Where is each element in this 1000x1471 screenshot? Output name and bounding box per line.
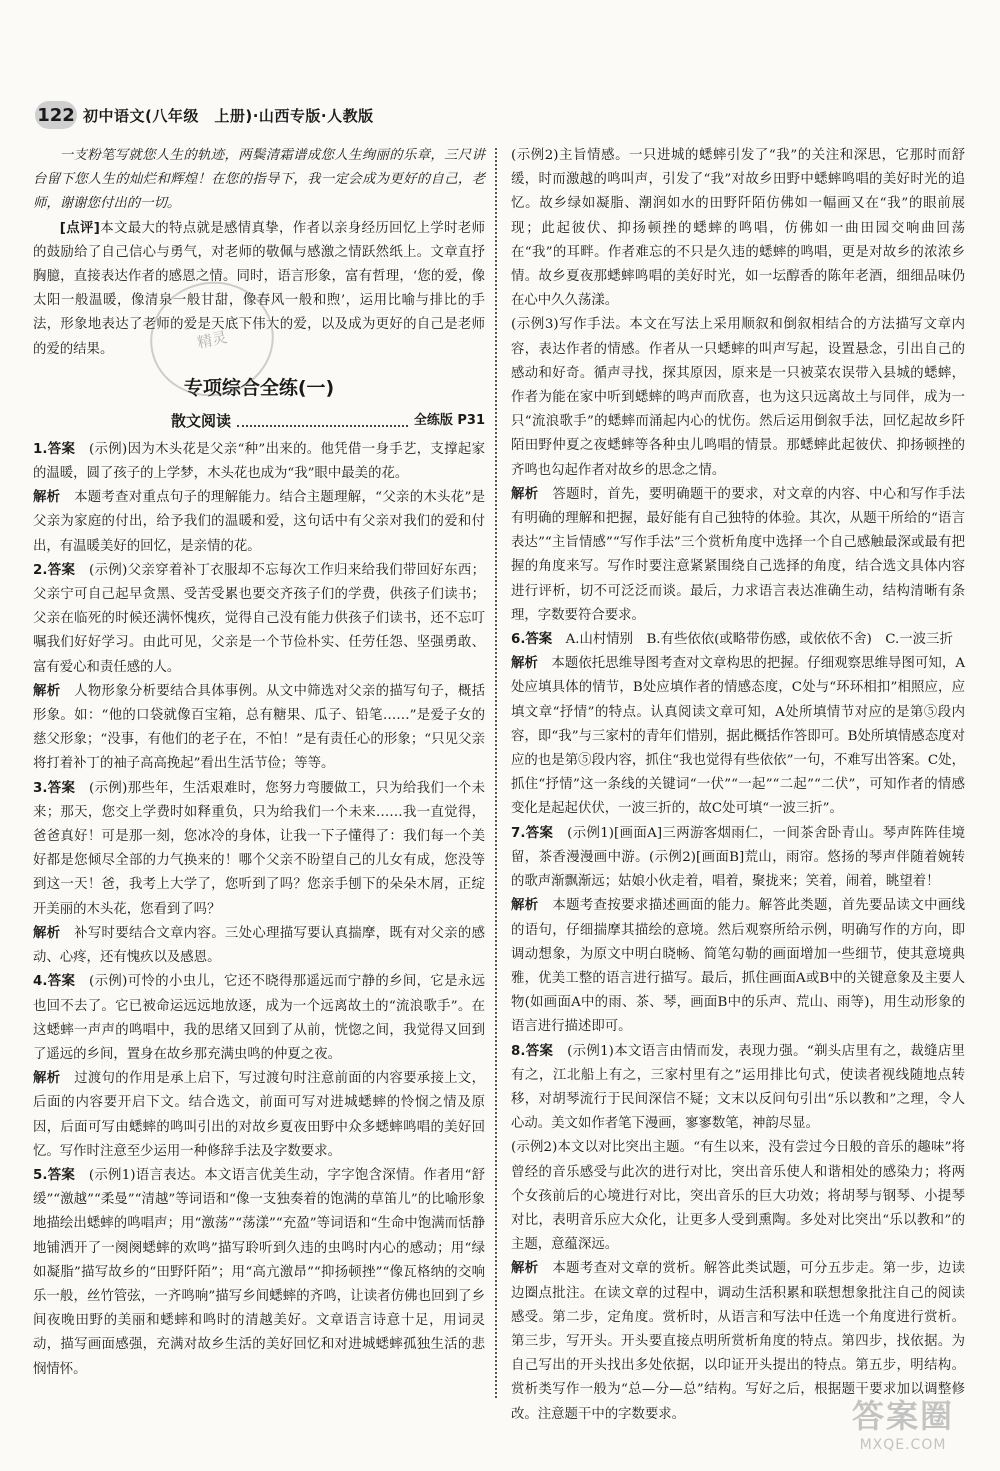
answer-label: 答案 — [47, 562, 76, 578]
analysis-text: 答题时，首先，要明确题干的要求，对文章的内容、中心和写作手法有明确的理解和把握，最好能有自己独特的体验。其次，从题干所给的“语言表达”“主旨情感”“写作手法”三个赏析角度中选择一个自己感触最深或最有把握的角度来写。写作时要注意紧紧围绕自己选择的角度，结合选文具体内容进行评析，切不可泛泛而谈。最后，力求语言表达准确生动，结构清晰有条理，字数要符合要求。 — [511, 486, 966, 623]
dotted-leader — [237, 415, 408, 427]
answer-text: (示例1)本文语言由情而发，表现力强。“剃头店里有之，裁缝店里有之，江北船上有之，三家村里有之”运用排比句式，使读者视线随地点转移，对胡琴流行于民间深信不疑；文末以反问句引出“乐以教和”之理，令人心动。美文如作者笔下漫画，寥寥数笔，神韵尽显。 — [511, 1043, 966, 1132]
watermark-logo-text: 答案圈 — [851, 1397, 954, 1435]
page-reference: 全练版 P31 — [413, 412, 485, 428]
site-watermark — [828, 1387, 978, 1457]
continued-paragraph: (示例3)写作手法。本文在写法上采用顺叙和倒叙相结合的方法描写文章内容，表达作者的情感。作者从一只蟋蟀的叫声写起，设置悬念，引出自己的感动和好奇。循声寻找，探其原因，原来是一只被菜农误带入县城的蟋蟀，作者为能在家中听到蟋蟀的鸣声而欣喜，也为这只远离故土与同伴，成为一只“流浪歌手”的蟋蟀而涌起内心的忧伤。然后运用倒叙手法，回忆起故乡阡陌田野仲夏之夜蟋蟀等各种虫儿鸣唱的情景。那蟋蟀此起彼伏、抑扬顿挫的齐鸣也勾起作者对故乡的思念之情。 — [511, 317, 965, 478]
list-item — [33, 922, 485, 970]
analysis-label: 解析 — [511, 486, 539, 502]
book-title: 初中语文(八年级 上册)·山西专版·人教版 — [83, 106, 374, 125]
list-item — [511, 894, 965, 1039]
answer-text: (示例)因为木头花是父亲“种”出来的。他凭借一身手艺，支撑起家的温暖，圆了孩子的上学梦，木头花也成为“我”眼中最美的花。 — [33, 441, 486, 482]
subtitle: 散文阅读 — [171, 411, 232, 430]
analysis-text: 过渡句的作用是承上启下，写过渡句时注意前面的内容要承接上文，后面的内容要开启下文。结合选文，前面可写对进城蟋蟀的怜悯之情及原因，后面可写由蟋蟀的鸣叫引出的对故乡夏夜田野中众多蟋蟀鸣唱的美好回忆。写作时注意至少运用一种修辞手法及字数要求。 — [33, 1071, 486, 1159]
analysis-text: 人物形象分析要结合具体事例。从文中筛选对父亲的描写句子，概括形象。如：“他的口袋就像百宝箱，总有糖果、瓜子、铅笔……”是爱子女的慈父形象；“没事，有他们的老子在，不怕！”是有责任心的形象；“只见父亲将打着补丁的袖子高高挽起”看出生活节俭；等等。 — [33, 683, 486, 772]
answer-label: 答案 — [47, 974, 76, 990]
analysis-label: 解析 — [511, 898, 539, 914]
analysis-text: 本题依托思维导图考查对文章构思的把握。仔细观察思维导图可知，A处应填具体的情节，B处应填作者的情感态度，C处与“环环相扣”相照应，应填文章“抒情”的特点。认真阅读文章可知，A处所填情节对应的是第⑤段内容，即“我”与三家村的青年们惜别，据此概括作答即可。B处所填情感态度对应的也是第⑤段内容，抓住“我也觉得有些依依”一句，不难写出答案。C处，抓住“抒情”这一条线的关键词“一伏”“一起”“二起”“二伏”，可知作者的情感变化是起起伏伏，一波三折的，故C处可填“一波三折”。 — [511, 656, 966, 817]
list-item — [33, 680, 485, 777]
intro-paragraph: 一支粉笔写就您人生的轨迹，两鬓清霜谱成您人生绚丽的乐章，三尺讲台留下您人生的灿烂和辉煌！在您的指导下，我一定会成为更好的自己，老师，谢谢您付出的一切。 — [33, 148, 485, 212]
list-item — [511, 483, 965, 628]
list-item — [33, 486, 485, 559]
list-item: 6.答案 A.山村情别 B.有些依依(或略带伤感，或依依不舍) C.一波三折 — [511, 632, 953, 648]
answer-label: 答案 — [47, 441, 76, 457]
list-item: 1.答案 (示例)因为木头花是父亲“种”出来的。他凭借一身手艺，支撑起家的温暖，圆了孩子的上学梦，木头花也成为“我”眼中最美的花。 — [33, 441, 486, 482]
answer-label: 答案 — [47, 1167, 76, 1183]
analysis-label: 解析 — [33, 925, 61, 941]
answer-label: 答案 — [525, 1043, 554, 1059]
comment-text: 本文最大的特点就是感情真挚，作者以亲身经历回忆上学时老师的鼓励给了自己信心与勇气，对老师的敬佩与感激之情跃然纸上。文章直抒胸臆，直接表达作者的感恩之情。同时，语言形象，富有哲理，‘您的爱，像太阳一般温暖，像清泉一般甘甜，像春风一般和煦’，运用比喻与排比的手法，形象地表达了老师的爱是天底下伟大的爱，以及成为更好的自己是老师的爱的结果。 — [33, 220, 485, 357]
analysis-label: 解析 — [511, 656, 538, 672]
list-item — [33, 1067, 485, 1164]
analysis-label: 解析 — [33, 683, 61, 699]
column-divider — [495, 148, 497, 1398]
answer-text: (示例)父亲穿着补丁衣服却不忘每次工作归来给我们带回好东西；父亲宁可自己起早贪黑、受苦受累也要交齐孩子们的学费，供孩子们读书；父亲在临死的时候还满怀愧疚，觉得自己没有能力供孩子们读书，还不忘叮嘱我们好好学习。由此可见，父亲是一个节俭朴实、任劳任怨、坚强勇敢、富有爱心和责任感的人。 — [33, 562, 486, 675]
stamp-seal: 精灵 — [140, 270, 285, 407]
answer-label: 答案 — [525, 825, 554, 841]
right-column — [511, 144, 965, 1427]
analysis-text: 本题考查对文章的赏析。解答此类试题，可分五步走。第一步，边读边圈点批注。在读文章的过程中，调动生活积累和联想想象批注自己的阅读感受。第二步，定角度。赏析时，从语言和写法中任选一个角度进行赏析。第三步，写开头。开头要直接点明所赏析角度的特点。第四步，找依据。为自己写出的开头找出多处依据，以印证开头提出的特点。第五步，明结构。赏析类写作一般为“总—分—总”结构。写好之后，根据题干要求加以调整修改。注意题干中的字数要求。 — [511, 1261, 966, 1422]
answer-text: (示例)那些年，生活艰难时，您努力弯腰做工，只为给我们一个未来；那天，您交上学费时如释重负，只为给我们一个未来……我一直觉得，爸爸真好！可是那一刻，您冰冷的身体，让我一下子懂得了：我们每一个美好都是您倾尽全部的力气换来的！哪个父亲不盼望自己的儿女有成，您没等到这一天！爸，我考上大学了，您听到了吗？您亲手刨下的朵朵木屑，正绽开美丽的木头花，您看到了吗？ — [33, 780, 486, 917]
answer-text: (示例)可怜的小虫儿，它还不晓得那遥远而宁静的乡间，它是永远也回不去了。它已被命运远远地放逐，成为一个远离故土的“流浪歌手”。在这蟋蟀一声声的鸣唱中，我的思绪又回到了从前，恍惚之间，我觉得又回到了遥远的乡间，置身在故乡那充满虫鸣的仲夏之夜。 — [33, 974, 486, 1062]
continued-paragraph: (示例2)主旨情感。一只进城的蟋蟀引发了“我”的关注和深思，它那时而舒缓，时而激越的鸣叫声，引发了“我”对故乡田野中蟋蟀鸣唱的美好时光的追忆。故乡绿如凝脂、潮润如水的田野阡陌仿佛如一幅画又在“我”的眼前展现；此起彼伏、抑扬顿挫的蟋蟀的鸣唱，仿佛如一曲田园交响曲回荡在“我”的耳畔。作者难忘的不只是久违的蟋蟀的鸣唱，更是对故乡的浓浓乡情。故乡夏夜那蟋蟀鸣唱的美好时光，如一坛醇香的陈年老酒，细细品味仍在心中久久荡漾。 — [511, 148, 965, 309]
comment-label: [点评] — [59, 220, 100, 236]
analysis-text: 补写时要结合文章内容。三处心理描写要认真揣摩，既有对父亲的感动、心疼，还有愧疚以及感恩。 — [33, 925, 486, 966]
page-header — [35, 100, 374, 130]
list-item: 7.答案 (示例1)[画面A]三两游客烟雨仁，一间茶舍卧青山。琴声阵阵佳境留，茶香漫漫画中游。(示例2)[画面B]荒山，雨帘。悠扬的琴声伴随着婉转的歌声渐飘渐远；姑娘小伙走着，唱着，聚拢来；笑着，闹着，眺望着！ — [511, 825, 966, 890]
answer-text: (示例1)语言表达。本文语言优美生动，字字饱含深情。作者用“舒缓”“激越”“柔曼”“清越”等词语和“像一支独奏着的饱满的草笛儿”的比喻形象地描绘出蟋蟀的鸣唱声；用“激荡”“荡漾”“充盈”等词语和“生命中饱满而恬静地铺洒开了一阕阕蟋蟀的欢鸣”描写聆听到久违的虫鸣时内心的感动；用“绿如凝脂”描写故乡的“田野阡陌”；用“高亢激昂”“抑扬顿挫”“像瓦格纳的交响乐一般，丝竹管弦，一齐鸣响”描写乡间蟋蟀的齐鸣，让读者仿佛也回到了乡间夜晚田野的美丽和蟋蟀和鸣时的清越美好。文章语言诗意十足，用词灵动，描写画面感强，充满对故乡生活的美好回忆和对进城蟋蟀孤独生活的悲悯情怀。 — [33, 1167, 486, 1377]
answer-text: (示例1)[画面A]三两游客烟雨仁，一间茶舍卧青山。琴声阵阵佳境留，茶香漫漫画中游。(示例2)[画面B]荒山，雨帘。悠扬的琴声伴随着婉转的歌声渐飘渐远；姑娘小伙走着，唱着，聚拢来；笑着，闹着，眺望着！ — [511, 825, 966, 890]
analysis-text: 本题考查对重点句子的理解能力。结合主题理解，“父亲的木头花”是父亲为家庭的付出，给予我们的温暖和爱，这句话中有父亲对我们的爱和付出，有温暖美好的回忆，是亲情的花。 — [33, 490, 485, 554]
list-item: 2.答案 (示例)父亲穿着补丁衣服却不忘每次工作归来给我们带回好东西；父亲宁可自己起早贪黑、受苦受累也要交齐孩子们的学费，供孩子们读书；父亲在临死的时候还满怀愧疚，觉得自己没有能力供孩子们读书，还不忘叮嘱我们好好学习。由此可见，父亲是一个节俭朴实、任劳任怨、坚强勇敢、富有爱心和责任感的人。 — [33, 562, 486, 675]
list-item: 3.答案 (示例)那些年，生活艰难时，您努力弯腰做工，只为给我们一个未来；那天，您交上学费时如释重负，只为给我们一个未来……我一直觉得，爸爸真好！可是那一刻，您冰冷的身体，让我一下子懂得了：我们每一个美好都是您倾尽全部的力气换来的！哪个父亲不盼望自己的儿女有成，您没等到这一天！爸，我考上大学了，您听到了吗？您亲手刨下的朵朵木屑，正绽开美丽的木头花，您看到了吗？ — [33, 780, 486, 917]
page-number: 122 — [35, 101, 77, 129]
list-item: 4.答案 (示例)可怜的小虫儿，它还不晓得那遥远而宁静的乡间，它是永远也回不去了。它已被命运远远地放逐，成为一个远离故土的“流浪歌手”。在这蟋蟀一声声的鸣唱中，我的思绪又回到了从前，恍惚之间，我觉得又回到了遥远的乡间，置身在故乡那充满虫鸣的仲夏之夜。 — [33, 974, 486, 1062]
list-item — [511, 652, 965, 821]
answer-label: 答案 — [47, 780, 76, 796]
list-item: 8.答案 (示例1)本文语言由情而发，表现力强。“剃头店里有之，裁缝店里有之，江北船上有之，三家村里有之”运用排比句式，使读者视线随地点转移，对胡琴流行于民间深信不疑；文末以反问句引出“乐以教和”之理，令人心动。美文如作者笔下漫画，寥寥数笔，神韵尽显。 — [511, 1043, 966, 1132]
analysis-label: 解析 — [33, 490, 61, 506]
watermark-url: MXQE.COM — [859, 1437, 947, 1453]
analysis-label: 解析 — [33, 1071, 61, 1087]
section-title: 专项综合全练(一) — [183, 376, 335, 399]
continued-paragraph: (示例2)本文以对比突出主题。“有生以来，没有尝过今日般的音乐的趣味”将曾经的音乐感受与此次的进行对比，突出音乐使人和谐相处的感染力；将两个女孩前后的心境进行对比，突出音乐的巨大功效；将胡琴与钢琴、小提琴对比，表明音乐应大众化，让更多人受到熏陶。多处对比突出“乐以教和”的主题，意蕴深远。 — [511, 1140, 965, 1253]
subtitle-row — [33, 408, 485, 434]
analysis-text: 本题考查按要求描述画面的能力。解答此类题，首先要品读文中画线的语句，仔细揣摩其描绘的意境。然后观察所给示例，明确写作的方向，即调动想象，为原文中明白晓畅、简笔勾勒的画面增加一些细节，使其意境典雅，优美工整的语言进行描写。最后，抓住画面A或B中的关键意象及主要人物(如画面A中的雨、茶、琴，画面B中的乐声、荒山、雨等)，用生动形象的语言进行描述即可。 — [511, 898, 966, 1035]
answer-label: 答案 — [525, 632, 553, 648]
analysis-label: 解析 — [511, 1261, 539, 1277]
list-item: 5.答案 (示例1)语言表达。本文语言优美生动，字字饱含深情。作者用“舒缓”“激越”“柔曼”“清越”等词语和“像一支独奏着的饱满的草笛儿”的比喻形象地描绘出蟋蟀的鸣唱声；用“激荡”“荡漾”“充盈”等词语和“生命中饱满而恬静地铺洒开了一阕阕蟋蟀的欢鸣”描写聆听到久违的虫鸣时内心的感动；用“绿如凝脂”描写故乡的“田野阡陌”；用“高亢激昂”“抑扬顿挫”“像瓦格纳的交响乐一般，丝竹管弦，一齐鸣响”描写乡间蟋蟀的齐鸣，让读者仿佛也回到了乡间夜晚田野的美丽和蟋蟀和鸣时的清越美好。文章语言诗意十足，用词灵动，描写画面感强，充满对故乡生活的美好回忆和对进城蟋蟀孤独生活的悲悯情怀。 — [33, 1167, 486, 1377]
answer-text: A.山村情别 B.有些依依(或略带伤感，或依依不舍) C.一波三折 — [565, 632, 953, 648]
